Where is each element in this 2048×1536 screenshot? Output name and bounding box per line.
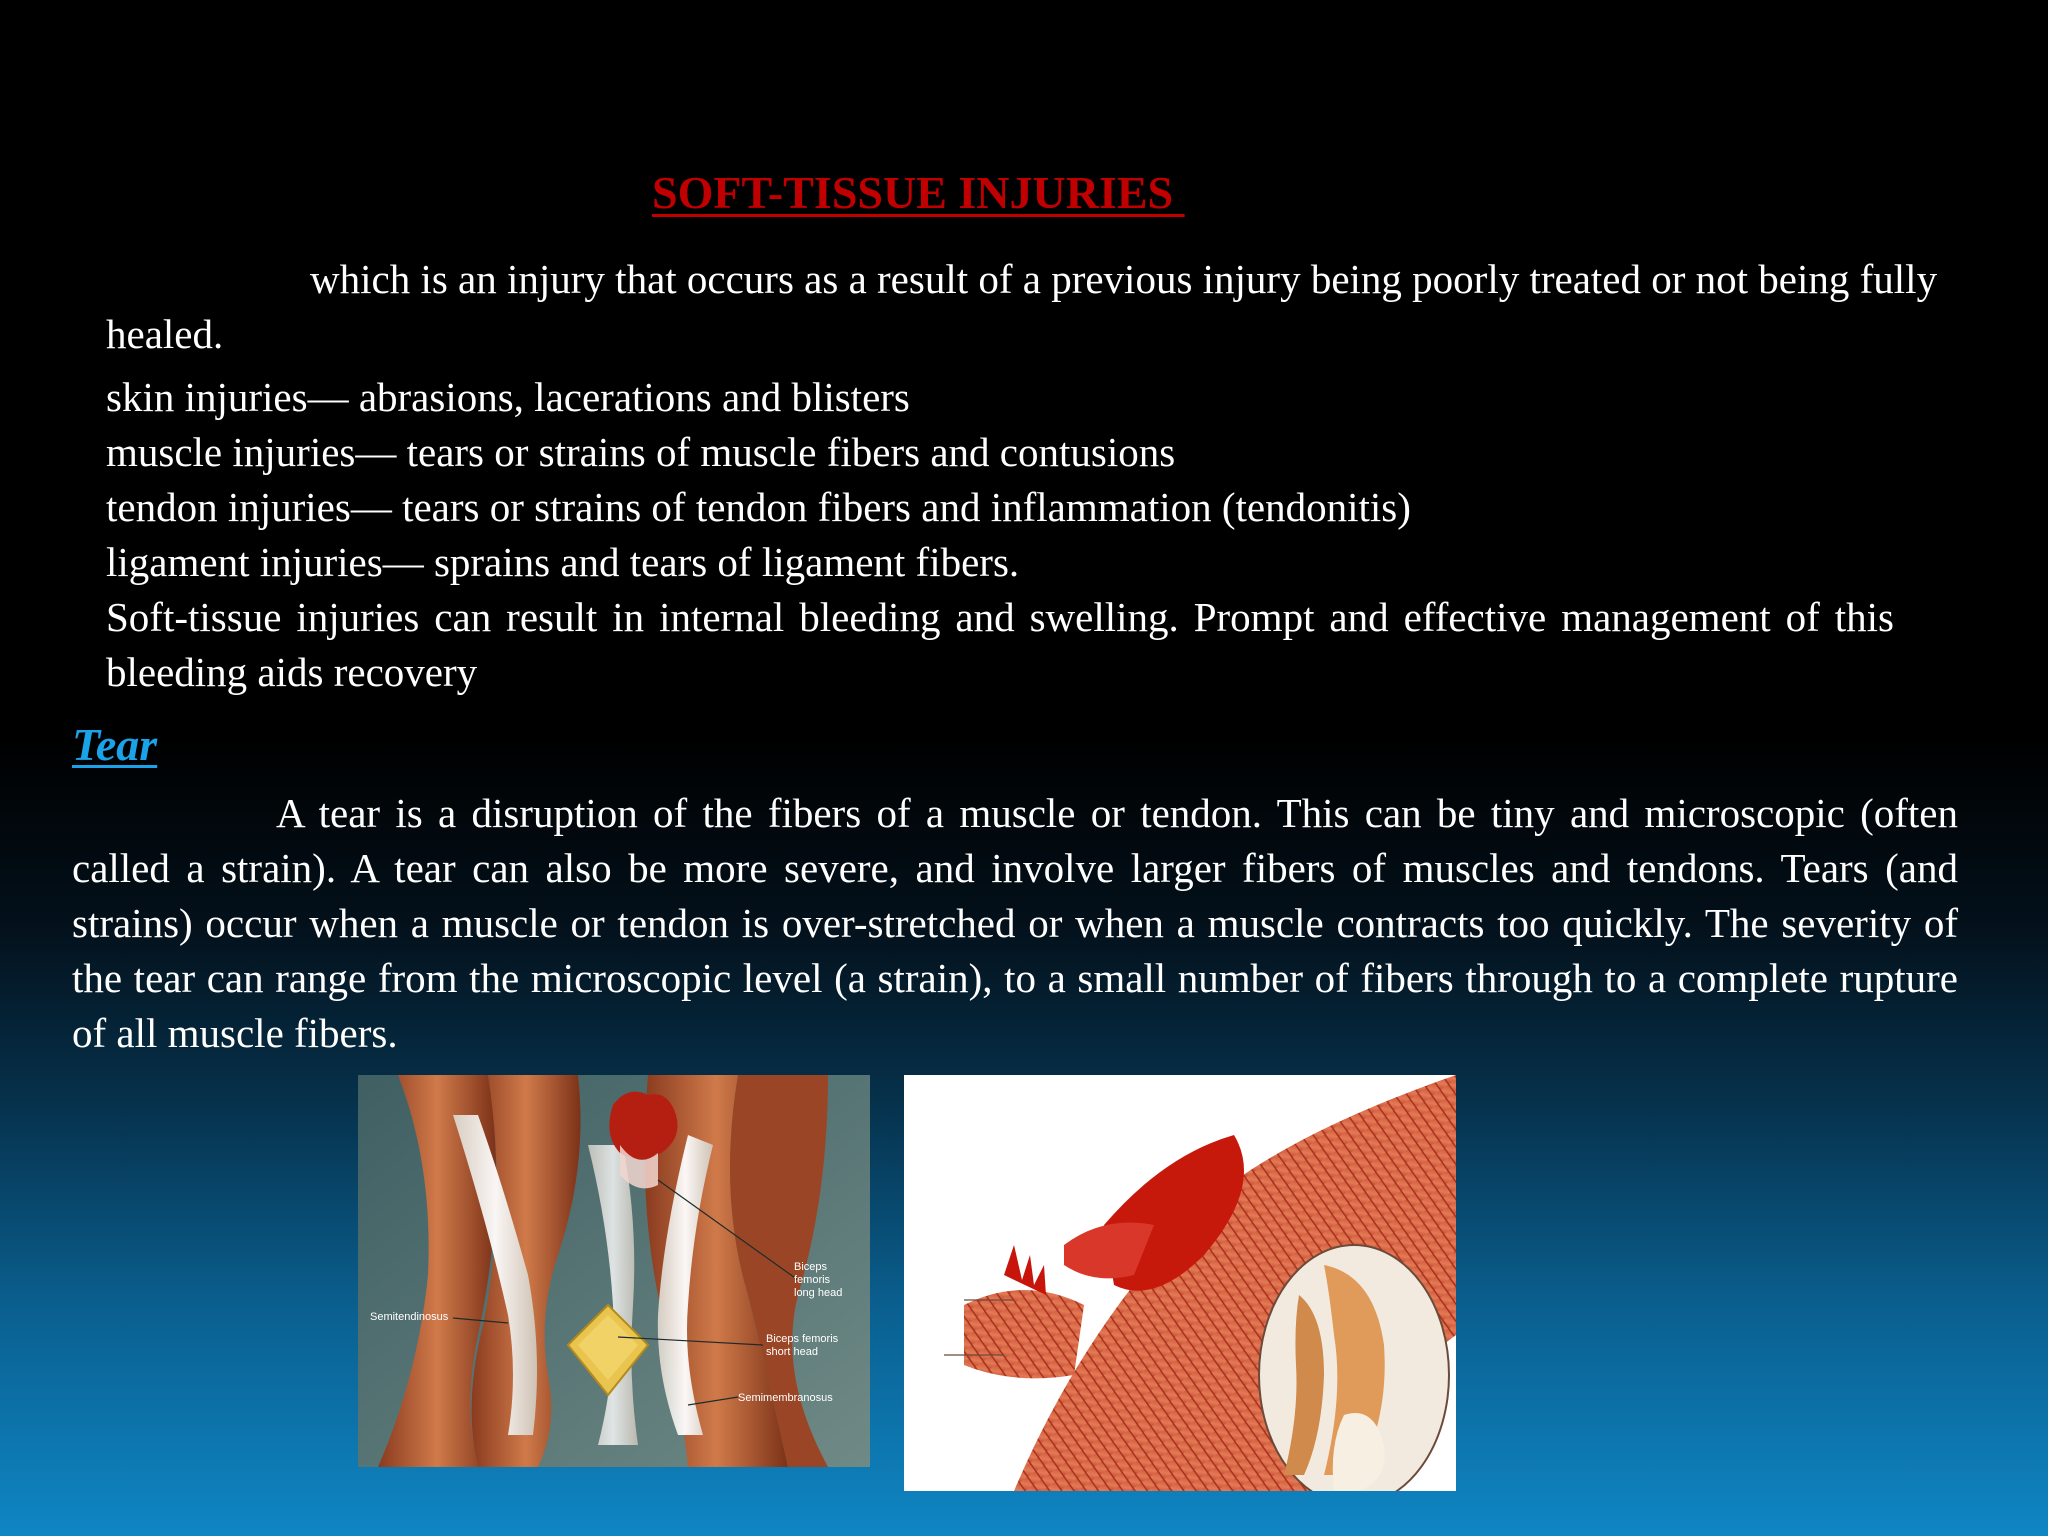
slide-title: SOFT-TISSUE INJURIES xyxy=(652,167,1185,218)
label-biceps-long-3: long head xyxy=(794,1287,843,1299)
torn-muscle-fiber-illustration xyxy=(904,1075,1456,1491)
label-semitendinosus: Semitendinosus xyxy=(370,1311,449,1323)
tear-heading: Tear xyxy=(72,719,158,770)
knee-anatomy-illustration xyxy=(358,1075,870,1467)
list-item: ligament injuries— sprains and tears of ligament fibers. xyxy=(106,539,1020,585)
label-biceps-short-2: short head xyxy=(766,1346,818,1358)
intro-text: which is an injury that occurs as a result of a previous injury being poorly treated or not being fully healed. xyxy=(106,256,1938,357)
injury-list xyxy=(106,370,1894,700)
intro-paragraph xyxy=(106,252,1946,362)
list-item: muscle injuries— tears or strains of muscle fibers and contusions xyxy=(106,429,1176,475)
label-semimembranosus: Semimembranosus xyxy=(738,1392,833,1404)
list-item: skin injuries— abrasions, lacerations and blisters xyxy=(106,374,910,420)
label-biceps-long-2: femoris xyxy=(794,1274,831,1286)
label-biceps-short: Biceps femoris xyxy=(766,1333,839,1345)
tear-paragraph: A tear is a disruption of the fibers of a muscle or tendon. This can be tiny and microscopic (often called a strain). A tear can also be more severe, and involve larger fibers of muscles and tendons. Tears (and strains) occur when a muscle or tendon is over-stretched or when a muscle contracts too quickly. The severity of the tear can range from the microscopic level (a strain), to a small number of fibers through to a complete rupture of all muscle fibers. xyxy=(72,790,1958,1056)
list-item: tendon injuries— tears or strains of tendon fibers and inflammation (tendonitis) xyxy=(106,484,1411,530)
closing-text: Soft-tissue injuries can result in internal bleeding and swelling. Prompt and effective management of this bleeding aids recovery xyxy=(106,594,1894,695)
label-biceps-long: Biceps xyxy=(794,1261,828,1273)
